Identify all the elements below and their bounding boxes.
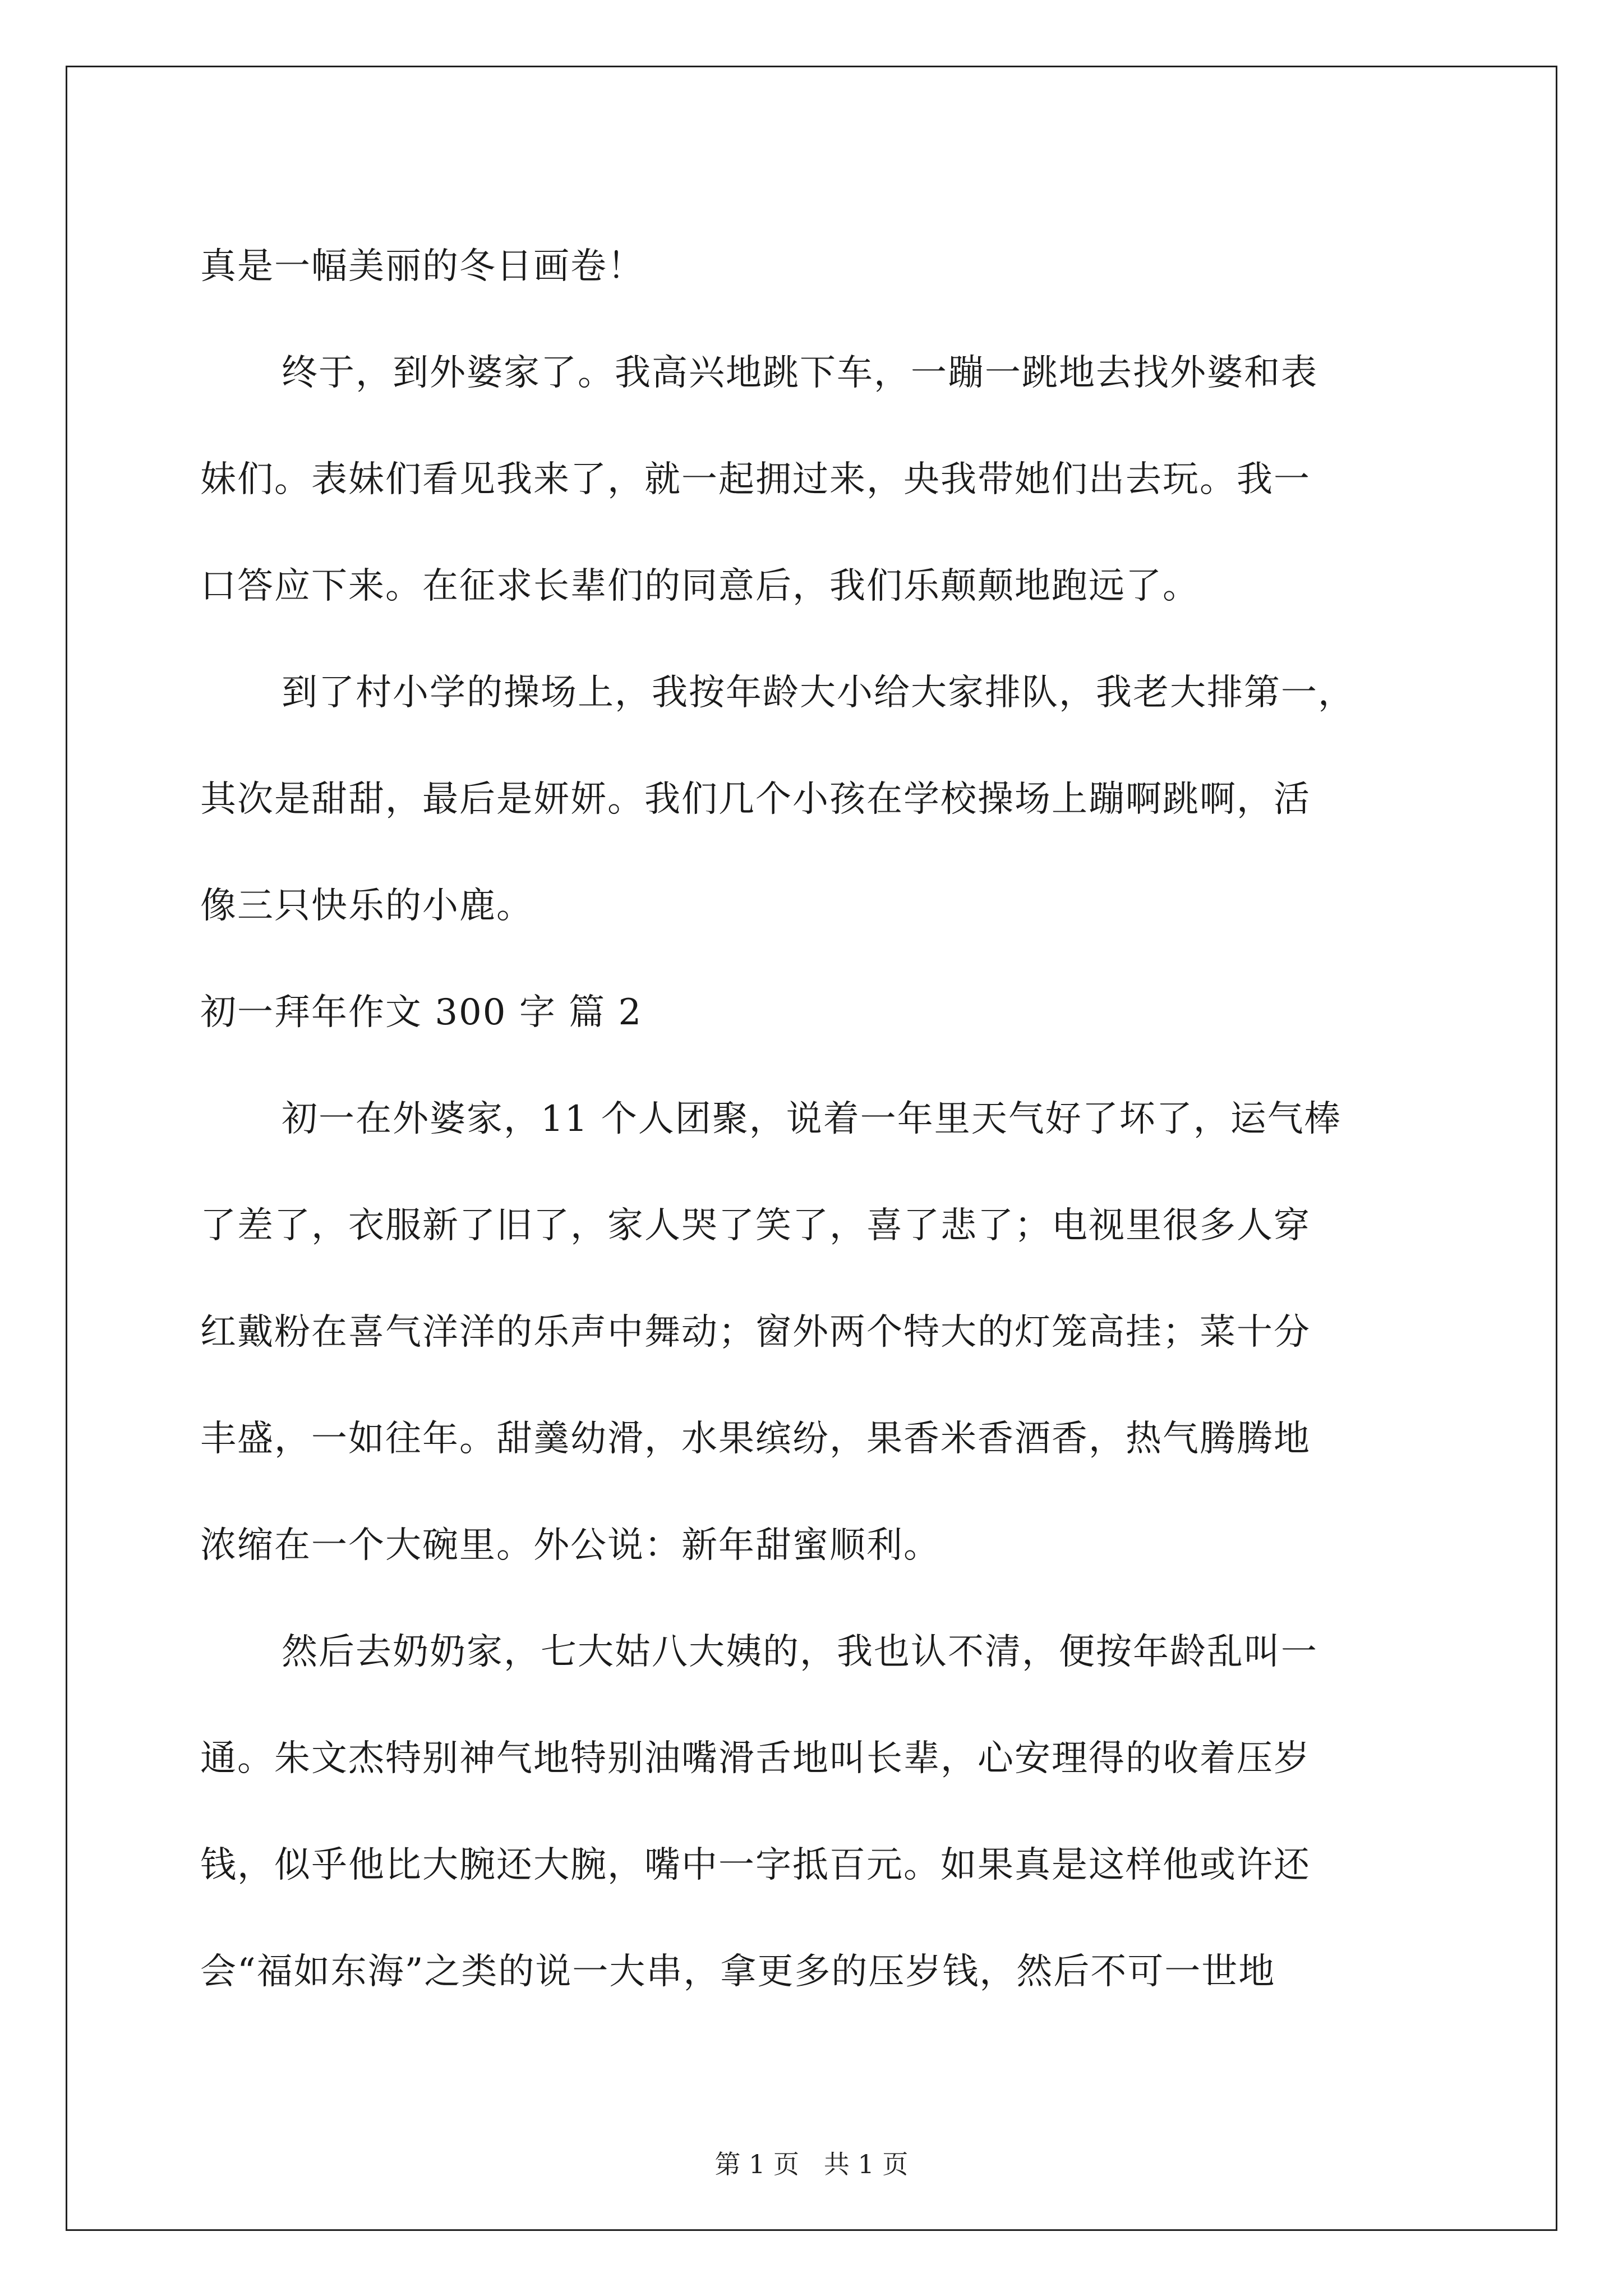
page-footer: 第 1 页 共 1 页 [714,2149,909,2179]
document-body [200,213,1440,2025]
text-line: 真是一幅美丽的冬日画卷！ [200,246,644,287]
section-heading: 初一拜年作文 300 字 篇 2 [200,992,643,1033]
text-line: 然后去奶奶家，七大姑八大姨的，我也认不清，便按年龄乱叫一 [282,1631,1318,1673]
text-line: 像三只快乐的小鹿。 [200,885,533,927]
text-line: 到了村小学的操场上，我按年龄大小给大家排队，我老大排第一， [282,672,1355,714]
text-line: 妹们。表妹们看见我来了，就一起拥过来，央我带她们出去玩。我一 [200,459,1311,500]
text-line: 口答应下来。在征求长辈们的同意后，我们乐颠颠地跑远了。 [200,565,1200,607]
text-line: 了差了，衣服新了旧了，家人哭了笑了，喜了悲了；电视里很多人穿 [200,1205,1311,1246]
text-line: 红戴粉在喜气洋洋的乐声中舞动；窗外两个特大的灯笼高挂；菜十分 [200,1312,1311,1353]
text-line: 初一在外婆家，11 个人团聚，说着一年里天气好了坏了，运气棒 [282,1098,1341,1140]
text-line: 钱，似乎他比大腕还大腕，嘴中一字抵百元。如果真是这样他或许还 [200,1844,1311,1886]
text-line: 通。朱文杰特别神气地特别油嘴滑舌地叫长辈，心安理得的收着压岁 [200,1738,1311,1779]
text-line: 终于，到外婆家了。我高兴地跳下车，一蹦一跳地去找外婆和表 [282,352,1318,394]
text-line: 丰盛，一如往年。甜羹幼滑，水果缤纷，果香米香酒香，热气腾腾地 [200,1418,1311,1460]
text-line: 会“福如东海”之类的说一大串，拿更多的压岁钱，然后不可一世地 [200,1951,1276,1993]
text-line: 其次是甜甜，最后是妍妍。我们几个小孩在学校操场上蹦啊跳啊，活 [200,779,1311,820]
text-line: 浓缩在一个大碗里。外公说：新年甜蜜顺利。 [200,1525,940,1566]
